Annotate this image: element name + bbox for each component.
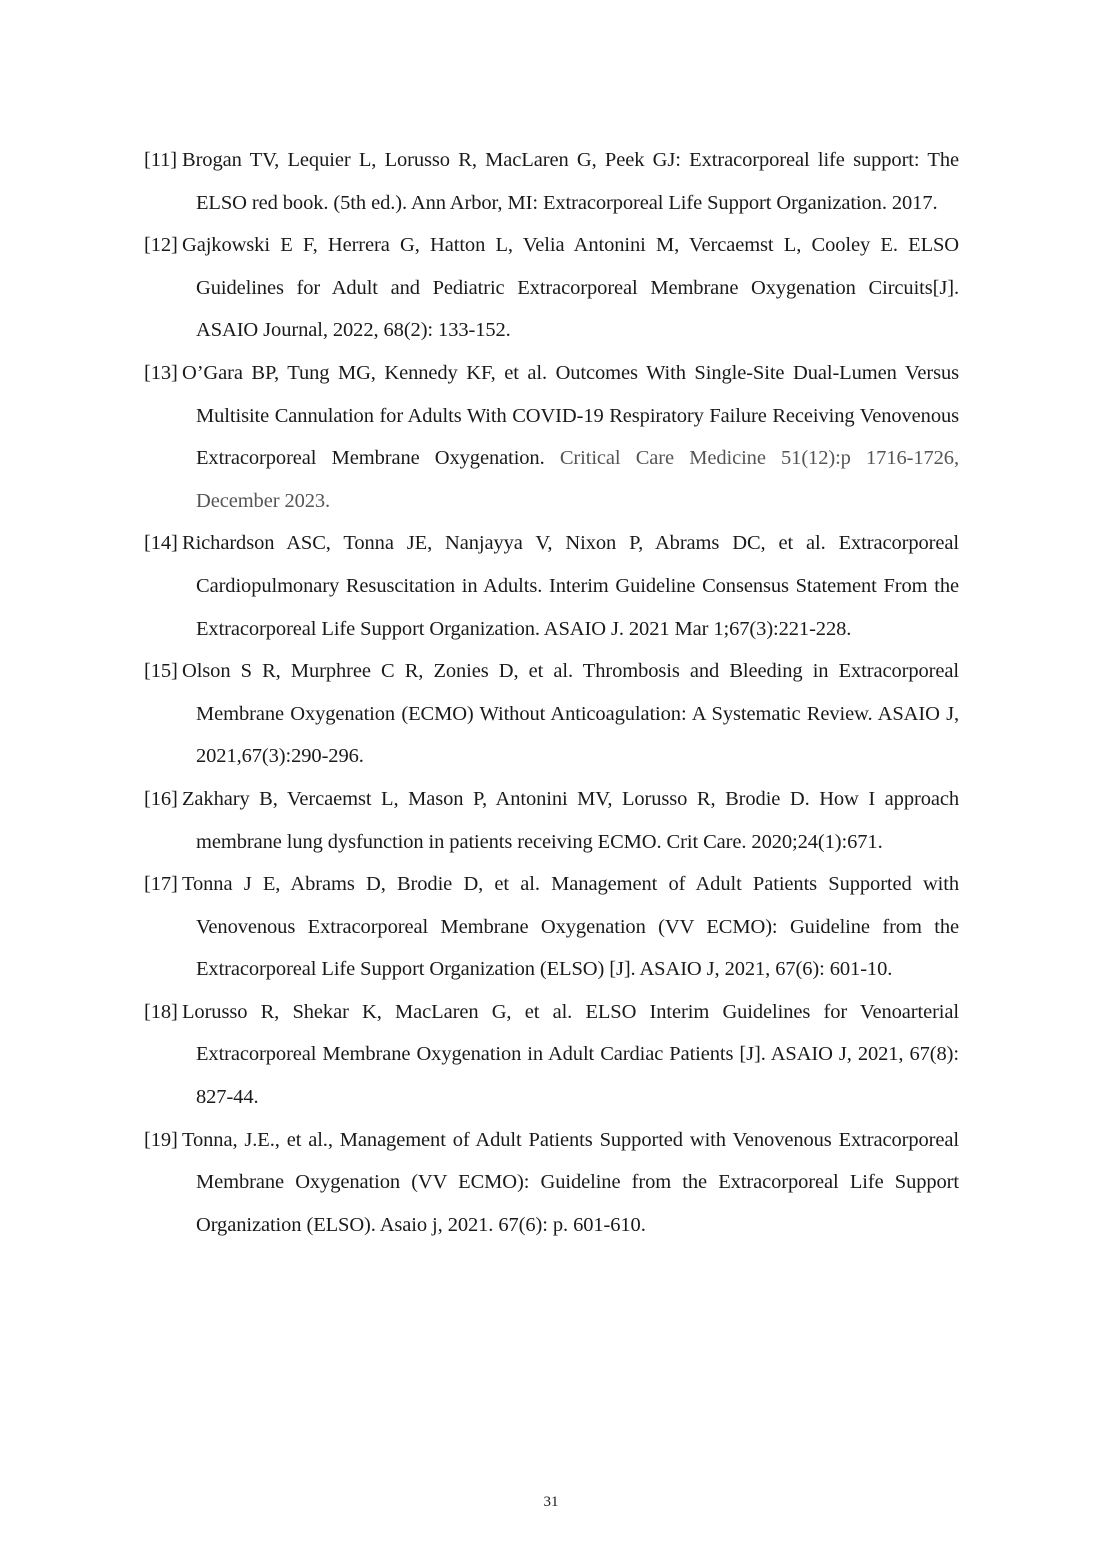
reference-number: [19] xyxy=(144,1128,178,1151)
reference-17 xyxy=(144,863,959,991)
reference-text: Olson S R, Murphree C R, Zonies D, et al. Thrombosis and Bleeding in Extracorporeal Membrane Oxygenation (ECMO) Without Anticoagulation: A Systematic Review. ASAIO J, 2021,67(3):290-296. xyxy=(182,660,959,768)
reference-text: Richardson ASC, Tonna JE, Nanjayya V, Nixon P, Abrams DC, et al. Extracorporeal Cardiopulmonary Resuscitation in Adults. Interim Guideline Consensus Statement From the Extracorporeal Life Support Organization. ASAIO J. 2021 Mar 1;67(3):221-228. xyxy=(182,532,959,640)
reference-12 xyxy=(144,224,959,352)
reference-number: [18] xyxy=(144,1000,178,1023)
reference-text: Tonna J E, Abrams D, Brodie D, et al. Management of Adult Patients Supported with Venovenous Extracorporeal Membrane Oxygenation (VV ECMO): Guideline from the Extracorporeal Life Support Organization (ELSO) [J]. ASAIO J, 2021, 67(6): 601-10. xyxy=(182,873,959,981)
reference-16 xyxy=(144,778,959,863)
reference-number: [11] xyxy=(144,149,177,171)
reference-number: [14] xyxy=(144,532,178,555)
reference-text: Zakhary B, Vercaemst L, Mason P, Antonini MV, Lorusso R, Brodie D. How I approach membrane lung dysfunction in patients receiving ECMO. Crit Care. 2020;24(1):671. xyxy=(182,787,959,853)
reference-text: Lorusso R, Shekar K, MacLaren G, et al. ELSO Interim Guidelines for Venoarterial Extracorporeal Membrane Oxygenation in Adult Cardiac Patients [J]. ASAIO J, 2021, 67(8): 827-44. xyxy=(182,1000,959,1109)
reference-number: [15] xyxy=(144,660,178,683)
reference-number: [16] xyxy=(144,787,178,810)
reference-14 xyxy=(144,522,959,650)
reference-text: Gajkowski E F, Herrera G, Hatton L, Velia Antonini M, Vercaemst L, Cooley E. ELSO Guidelines for Adult and Pediatric Extracorporeal Membrane Oxygenation Circuits[J]. ASAIO Journal, 2022, 68(2): 133-152. xyxy=(182,234,959,342)
reference-number: [12] xyxy=(144,234,178,257)
reference-number: [13] xyxy=(144,361,178,384)
reference-18 xyxy=(144,991,959,1119)
reference-13 xyxy=(144,352,959,522)
reference-text: Tonna, J.E., et al., Management of Adult Patients Supported with Venovenous Extracorporeal Membrane Oxygenation (VV ECMO): Guideline from the Extracorporeal Life Support Organization (ELSO). Asaio j, 2021. 67(6): p. 601-610. xyxy=(182,1128,959,1236)
reference-11 xyxy=(144,139,959,224)
reference-number: [17] xyxy=(144,873,178,896)
reference-source: Critical Care Medicine 51(12):p 1716-1726, December 2023. xyxy=(196,447,959,512)
reference-19 xyxy=(144,1119,959,1247)
reference-text: Brogan TV, Lequier L, Lorusso R, MacLaren G, Peek GJ: Extracorporeal life support: The ELSO red book. (5th ed.). Ann Arbor, MI: Extracorporeal Life Support Organization. 2017. xyxy=(182,149,959,214)
page-number: 31 xyxy=(543,1494,559,1510)
reference-15 xyxy=(144,650,959,778)
reference-list xyxy=(144,139,959,1246)
reference-text: O’Gara BP, Tung MG, Kennedy KF, et al. Outcomes With Single-Site Dual-Lumen Versus Multisite Cannulation for Adults With COVID-19 Respiratory Failure Receiving Venovenous Extracorporeal Membrane Oxygenation. xyxy=(182,361,959,470)
